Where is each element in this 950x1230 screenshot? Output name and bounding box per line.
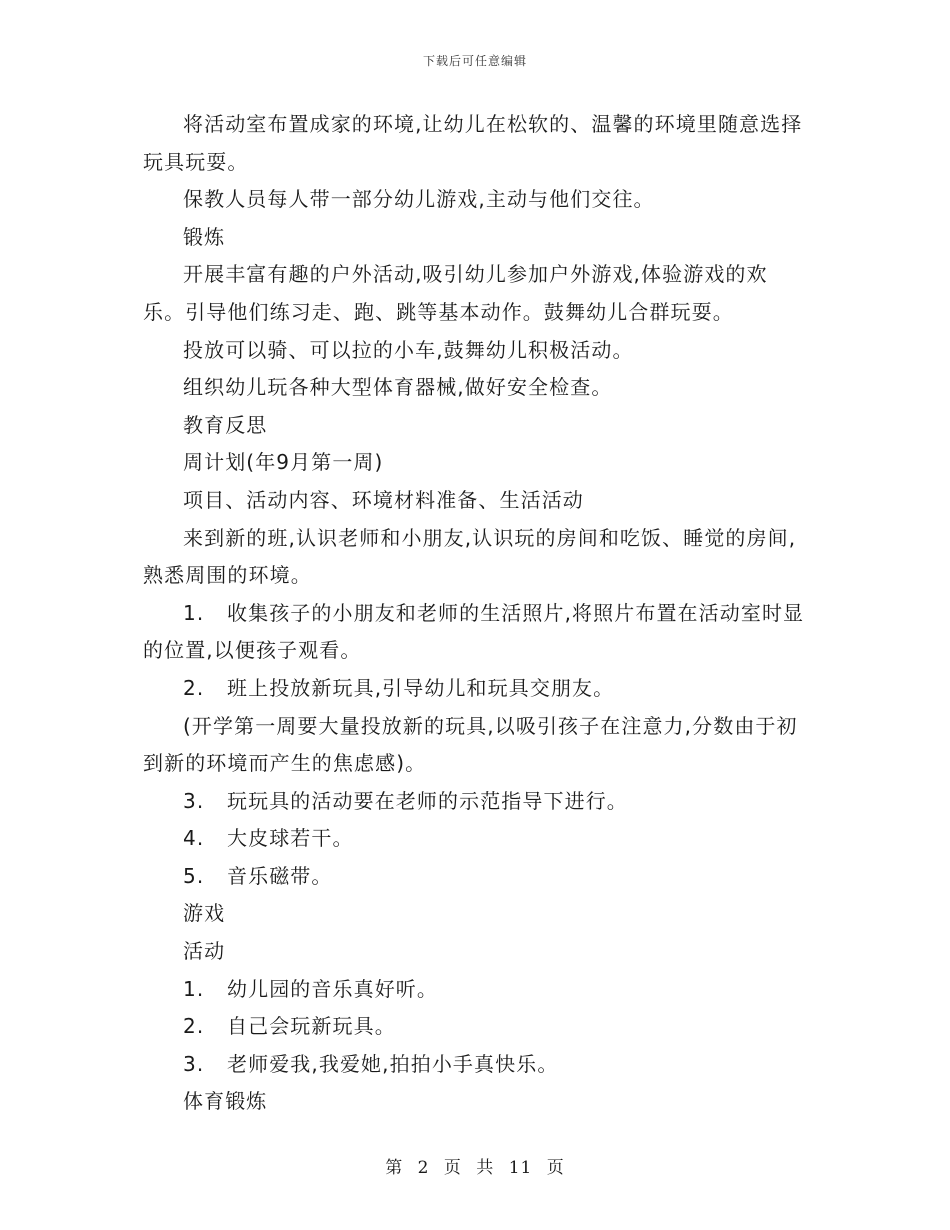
- item-text: 老师爱我,我爱她,拍拍小手真快乐。: [227, 1051, 559, 1076]
- item-number: 1.: [183, 976, 205, 1001]
- section-heading: 游戏: [183, 901, 226, 926]
- document-body: [143, 106, 807, 1121]
- item-text: 玩玩具的活动要在老师的示范指导下进行。: [227, 788, 628, 813]
- paragraph: 保教人员每人带一部分幼儿游戏,主动与他们交往。: [183, 187, 655, 212]
- item-text: 音乐磁带。: [227, 863, 333, 888]
- page-footer: [0, 1153, 950, 1178]
- page-label-suffix: 页: [546, 1158, 565, 1178]
- numbered-item: [143, 971, 807, 1009]
- item-number: 1.: [183, 600, 205, 625]
- page-label-prefix: 第: [385, 1158, 404, 1178]
- numbered-item: [143, 783, 807, 821]
- page-label-mid1: 页: [443, 1158, 462, 1178]
- item-number: 4.: [183, 826, 205, 851]
- item-number: 2.: [183, 1014, 205, 1039]
- item-number: 5.: [183, 863, 205, 888]
- section-heading: 体育锻炼: [183, 1089, 268, 1114]
- section-heading: 教育反思: [183, 412, 268, 437]
- item-text: 收集孩子的小朋友和老师的生活照片,将照片布置在活动室时显的位置,以便孩子观看。: [143, 600, 805, 663]
- paragraph: 将活动室布置成家的环境,让幼儿在松软的、温馨的环境里随意选择玩具玩耍。: [143, 112, 803, 174]
- section-heading: 活动: [183, 939, 226, 964]
- section-heading: 周计划(年9月第一周): [183, 450, 384, 475]
- item-number: 3.: [183, 1051, 205, 1076]
- item-text: 幼儿园的音乐真好听。: [227, 976, 438, 1001]
- page-current: 2: [417, 1158, 430, 1178]
- numbered-item: [143, 858, 807, 896]
- page-label-mid2: 共: [476, 1158, 495, 1178]
- page-total: 11: [508, 1158, 533, 1178]
- paragraph: 来到新的班,认识老师和小朋友,认识玩的房间和吃饭、睡觉的房间,熟悉周围的环境。: [143, 525, 797, 588]
- numbered-item: [143, 1046, 807, 1084]
- item-text: 大皮球若干。: [227, 826, 354, 851]
- paragraph: (开学第一周要大量投放新的玩具,以吸引孩子在注意力,分数由于初到新的环境而产生的焦虑感)。: [143, 713, 798, 776]
- numbered-item: [143, 595, 807, 670]
- paragraph: 开展丰富有趣的户外活动,吸引幼儿参加户外游戏,体验游戏的欢乐。引导他们练习走、跑、跳等基本动作。鼓舞幼儿合群玩耍。: [143, 262, 768, 324]
- item-number: 3.: [183, 788, 205, 813]
- paragraph: 项目、活动内容、环境材料准备、生活活动: [183, 487, 584, 512]
- paragraph: 组织幼儿玩各种大型体育器械,做好安全检查。: [183, 375, 613, 400]
- numbered-item: [143, 820, 807, 858]
- numbered-item: [143, 1008, 807, 1046]
- numbered-item: [143, 670, 807, 708]
- item-number: 2.: [183, 675, 205, 700]
- page-header: 下载后可任意编辑: [422, 54, 527, 68]
- paragraph: 投放可以骑、可以拉的小车,鼓舞幼儿积极活动。: [183, 337, 634, 362]
- section-heading: 锻炼: [183, 224, 226, 249]
- item-text: 班上投放新玩具,引导幼儿和玩具交朋友。: [227, 675, 615, 700]
- item-text: 自己会玩新玩具。: [227, 1014, 396, 1039]
